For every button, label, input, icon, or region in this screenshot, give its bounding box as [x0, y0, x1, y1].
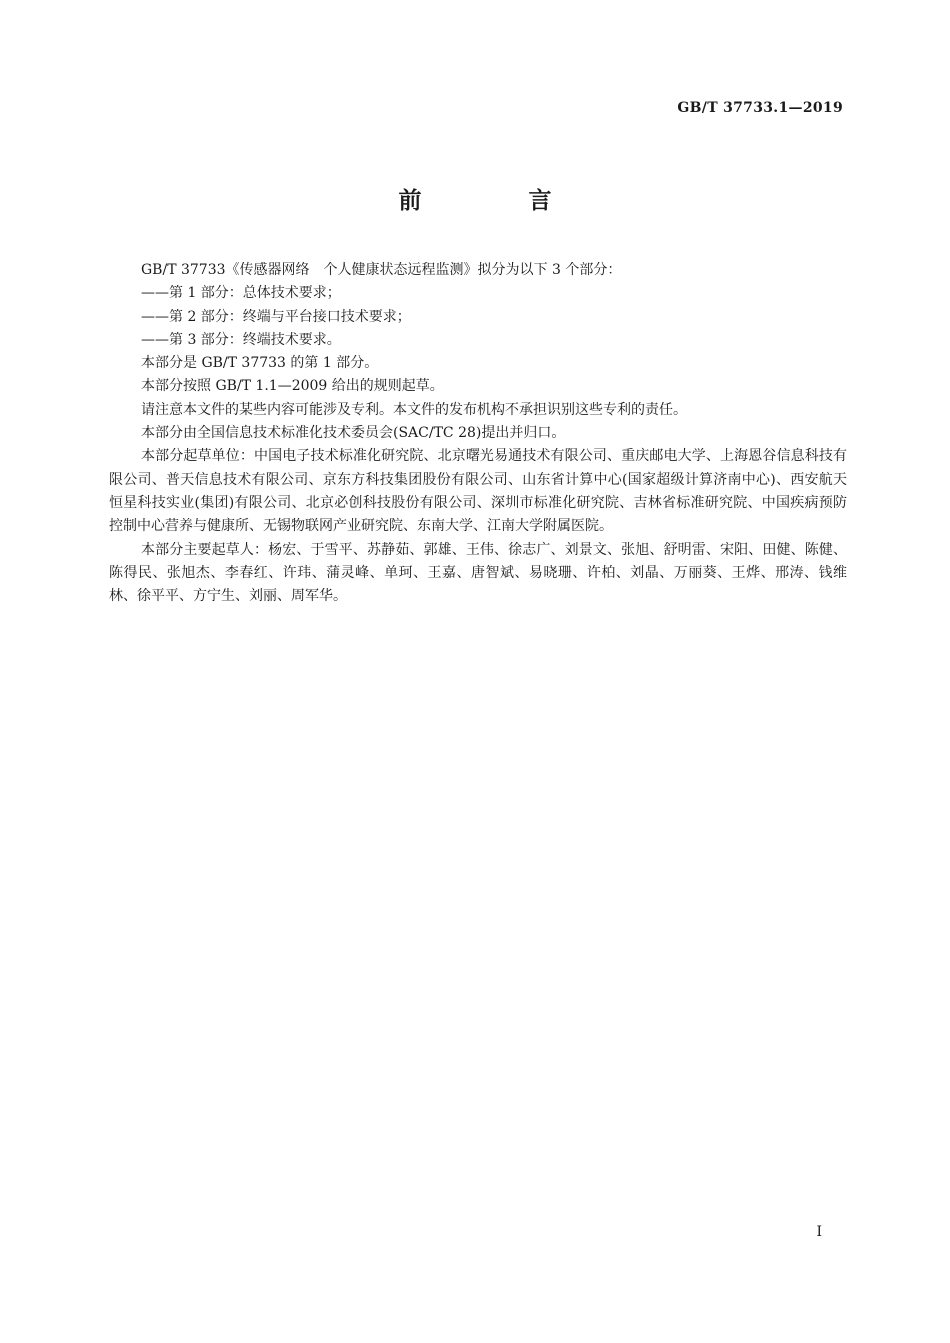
- list-item-part-3: ——第 3 部分：终端技术要求。: [141, 331, 341, 348]
- list-item-part-1: ——第 1 部分：总体技术要求；: [141, 285, 341, 302]
- foreword-body: [109, 259, 847, 608]
- paragraph-proposer: 本部分由全国信息技术标准化技术委员会(SAC/TC 28)提出并归口。: [141, 425, 566, 442]
- standard-code: GB/T 37733.1—2019: [677, 100, 843, 116]
- paragraph-drafters: 本部分主要起草人：杨宏、于雪平、苏静茹、郭雄、王伟、徐志广、刘景文、张旭、舒明雷、宋阳、田健、陈健、陈得民、张旭杰、李春红、许玮、蒲灵峰、单珂、王嘉、唐智斌、易晓珊、许柏、刘晶、万丽葵、王烨、邢涛、钱维林、徐平平、方宁生、刘丽、周军华。: [109, 541, 847, 605]
- paragraph-part-number: 本部分是 GB/T 37733 的第 1 部分。: [141, 355, 379, 372]
- paragraph-patent-notice: 请注意本文件的某些内容可能涉及专利。本文件的发布机构不承担识别这些专利的责任。: [141, 401, 687, 418]
- paragraph-drafting-rules: 本部分按照 GB/T 1.1—2009 给出的规则起草。: [141, 378, 444, 395]
- page-number: I: [816, 1224, 822, 1240]
- paragraph-parts-intro: GB/T 37733《传感器网络 个人健康状态远程监测》拟分为以下 3 个部分：: [141, 262, 622, 278]
- list-item-part-2: ——第 2 部分：终端与平台接口技术要求；: [141, 308, 411, 325]
- page-title: 前 言: [398, 188, 594, 214]
- paragraph-drafting-units: 本部分起草单位：中国电子技术标准化研究院、北京曙光易通技术有限公司、重庆邮电大学、上海恩谷信息科技有限公司、普天信息技术有限公司、京东方科技集团股份有限公司、山东省计算中心(国家超级计算济南中心)、西安航天恒星科技实业(集团)有限公司、北京必创科技股份有限公司、深圳市标准化研究院、吉林省标准研究院、中国疾病预防控制中心营养与健康所、无锡物联网产业研究院、东南大学、江南大学附属医院。: [109, 448, 847, 535]
